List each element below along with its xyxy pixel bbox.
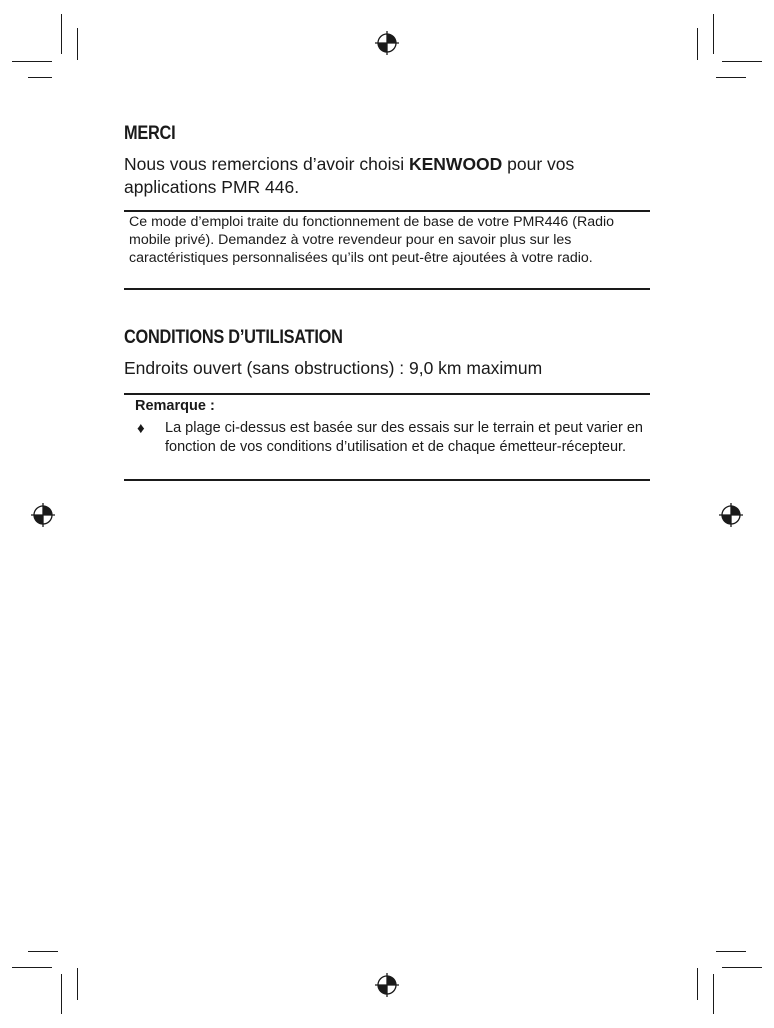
- diamond-bullet-icon: ♦: [137, 420, 145, 437]
- crop-mark: [61, 14, 62, 54]
- merci-intro: [124, 153, 644, 199]
- range-text: Endroits ouvert (sans obstructions) : 9,0 km maximum: [124, 358, 543, 378]
- remark-item-text: La plage ci-dessus est basée sur des essais sur le terrain et peut varier en fonction de vos conditions d’utilisation et de chaque émetteur-récepteur.: [165, 420, 643, 455]
- crop-mark: [713, 974, 714, 1014]
- crop-mark: [28, 951, 58, 952]
- remark-box: [124, 393, 650, 481]
- brand-name: KENWOOD: [408, 154, 503, 174]
- crop-mark: [28, 77, 52, 78]
- crop-mark: [697, 28, 698, 60]
- crop-mark: [716, 951, 746, 952]
- section-title-merci: MERCI: [124, 123, 176, 144]
- remark-item: [124, 419, 645, 457]
- note-text: Ce mode d’emploi traite du fonctionnement de base de votre PMR446 (Radio mobile privé). Demandez à votre revendeur pour en savoir plus sur les caractéristiques personnalisées qu’ils ont peut-être ajoutées à votre radio.: [129, 214, 615, 266]
- intro-text: Nous vous remercions d’avoir choisi: [124, 154, 409, 174]
- crop-mark: [61, 974, 62, 1014]
- crop-mark: [716, 77, 746, 78]
- intro-text: pour vos applications PMR 446.: [124, 154, 575, 197]
- crop-mark: [77, 28, 78, 60]
- remark-title: Remarque :: [135, 398, 215, 414]
- crop-mark: [77, 968, 78, 1000]
- crop-mark: [12, 61, 52, 62]
- crop-mark: [722, 967, 762, 968]
- registration-mark-icon: [719, 503, 743, 527]
- crop-mark: [713, 14, 714, 54]
- registration-mark-icon: [31, 503, 55, 527]
- crop-mark: [12, 967, 52, 968]
- crop-mark: [722, 61, 762, 62]
- section-title-conditions: CONDITIONS D’UTILISATION: [124, 327, 343, 348]
- crop-mark: [697, 968, 698, 1000]
- note-box: [124, 210, 650, 290]
- registration-mark-icon: [375, 31, 399, 55]
- registration-mark-icon: [375, 973, 399, 997]
